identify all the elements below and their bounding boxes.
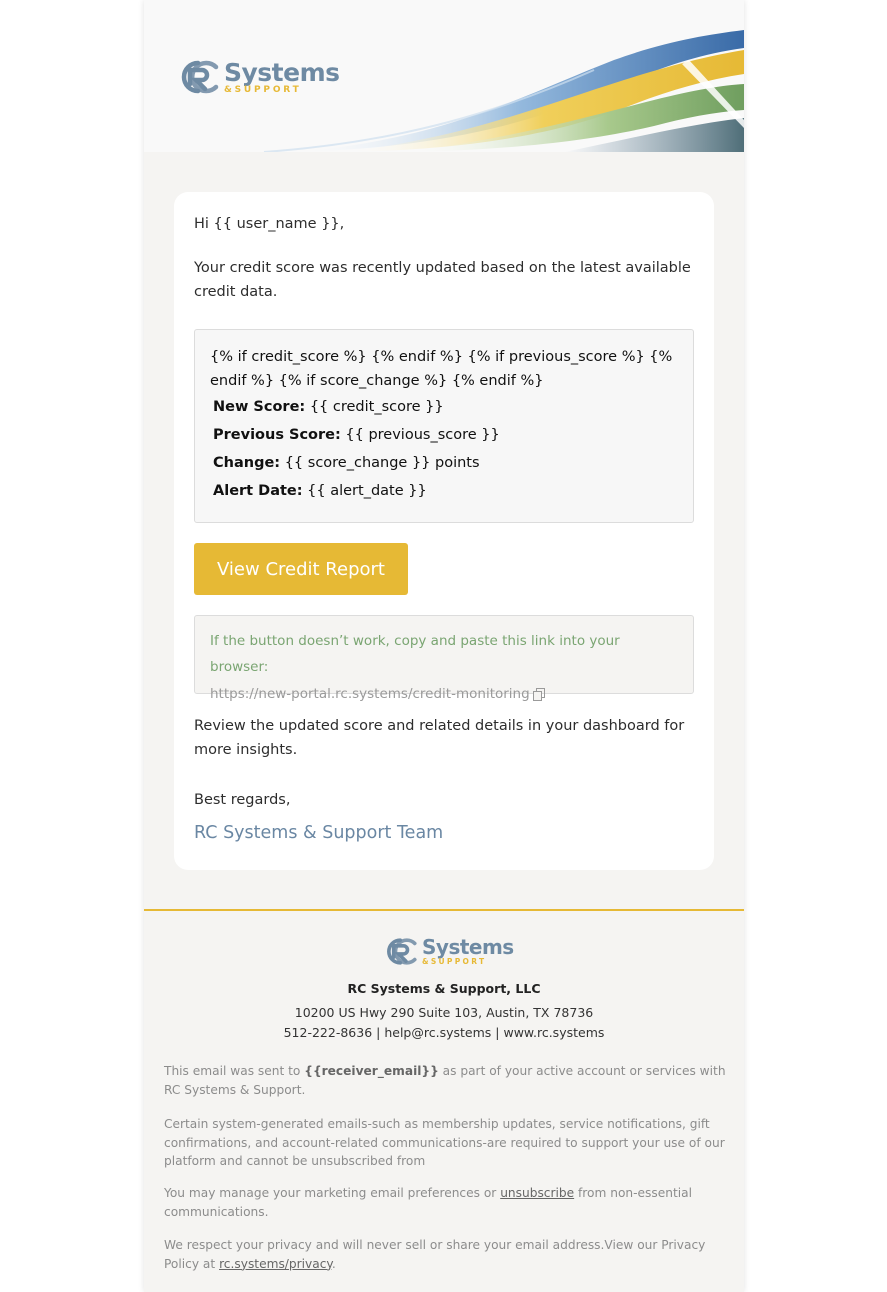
rc-monogram-icon — [178, 58, 220, 96]
closing-text: Review the updated score and related details in your dashboard for more insights. — [194, 718, 685, 758]
prefs-prefix: You may manage your marketing email preferences or — [164, 1186, 501, 1200]
detail-label: Alert Date: — [213, 483, 303, 499]
footer-email[interactable]: help@rc.systems — [384, 1025, 492, 1040]
preferences-notice — [164, 1184, 729, 1221]
detail-row-new-score — [210, 393, 678, 421]
detail-label: Previous Score: — [213, 427, 341, 443]
footer-phone[interactable]: 512-222-8636 — [283, 1025, 373, 1040]
sent-to-notice — [164, 1062, 729, 1099]
footer-contact — [144, 1025, 744, 1040]
footer-address: 10200 US Hwy 290 Suite 103, Austin, TX 78736 — [294, 1005, 594, 1020]
unsubscribe-link[interactable]: unsubscribe — [500, 1186, 575, 1200]
privacy-suffix: . — [331, 1256, 336, 1271]
fallback-hint: If the button doesn’t work, copy and paste this link into your browser: — [210, 633, 620, 675]
email-container — [144, 0, 744, 1292]
template-logic-text: {% if credit_score %} {% endif %} {% if previous_score %} {% endif %} {% if score_change %} {% endif %} — [210, 349, 673, 389]
logo-word-systems: Systems — [224, 57, 340, 87]
brand-logo[interactable] — [178, 58, 340, 96]
fallback-url-link[interactable]: https://new-portal.rc.systems/credit-monitoring — [210, 686, 530, 702]
logo-word-systems: Systems — [422, 935, 514, 960]
detail-row-change — [210, 449, 678, 477]
intro-text: Your credit score was recently updated based on the latest available credit data. — [194, 260, 691, 300]
score-details-box — [194, 329, 694, 523]
detail-label: Change: — [213, 455, 281, 471]
footer-website[interactable]: www.rc.systems — [503, 1025, 605, 1040]
logo-word-support: &SUPPORT — [422, 957, 487, 967]
required-emails-notice: Certain system-generated emails-such as membership updates, service notifications, gift confirmations, and account-related communications-are required to support your use of our platform and cannot be unsubscribed from — [164, 1117, 725, 1168]
privacy-link[interactable]: rc.systems/privacy — [219, 1256, 332, 1271]
email-header — [144, 0, 744, 152]
detail-row-alert-date — [210, 477, 678, 505]
separator: | — [495, 1025, 500, 1040]
copy-icon[interactable] — [533, 688, 545, 701]
greeting: Hi {{ user_name }}, — [194, 216, 345, 232]
detail-value: {{ previous_score }} — [345, 427, 500, 443]
message-card — [174, 192, 714, 870]
prefs-suffix: from non-essential communications. — [164, 1186, 692, 1219]
detail-label: New Score: — [213, 399, 306, 415]
detail-row-previous-score — [210, 421, 678, 449]
team-signature: RC Systems & Support Team — [194, 823, 444, 843]
view-credit-report-button[interactable]: View Credit Report — [194, 543, 408, 595]
email-footer — [144, 911, 744, 1292]
sent-to-suffix: as part of your active account or services with RC Systems & Support. — [164, 1064, 726, 1097]
signoff: Best regards, — [194, 792, 291, 808]
detail-value: {{ alert_date }} — [307, 483, 427, 499]
footer-logo[interactable] — [384, 936, 514, 967]
detail-value: {{ score_change }} points — [284, 455, 480, 471]
receiver-email-var: {{receiver_email}} — [304, 1064, 439, 1078]
footer-company-name: RC Systems & Support, LLC — [347, 981, 541, 996]
separator: | — [376, 1025, 381, 1040]
rc-monogram-icon — [384, 936, 418, 967]
detail-value: {{ credit_score }} — [309, 399, 444, 415]
sent-to-prefix: This email was sent to — [164, 1064, 305, 1078]
logo-word-support: &SUPPORT — [224, 84, 302, 95]
privacy-prefix: We respect your privacy and will never sell or share your email address.View our Privacy Policy at — [164, 1238, 706, 1271]
fallback-link-box — [194, 615, 694, 702]
privacy-notice — [164, 1236, 729, 1273]
fallback-url-row — [210, 680, 678, 708]
